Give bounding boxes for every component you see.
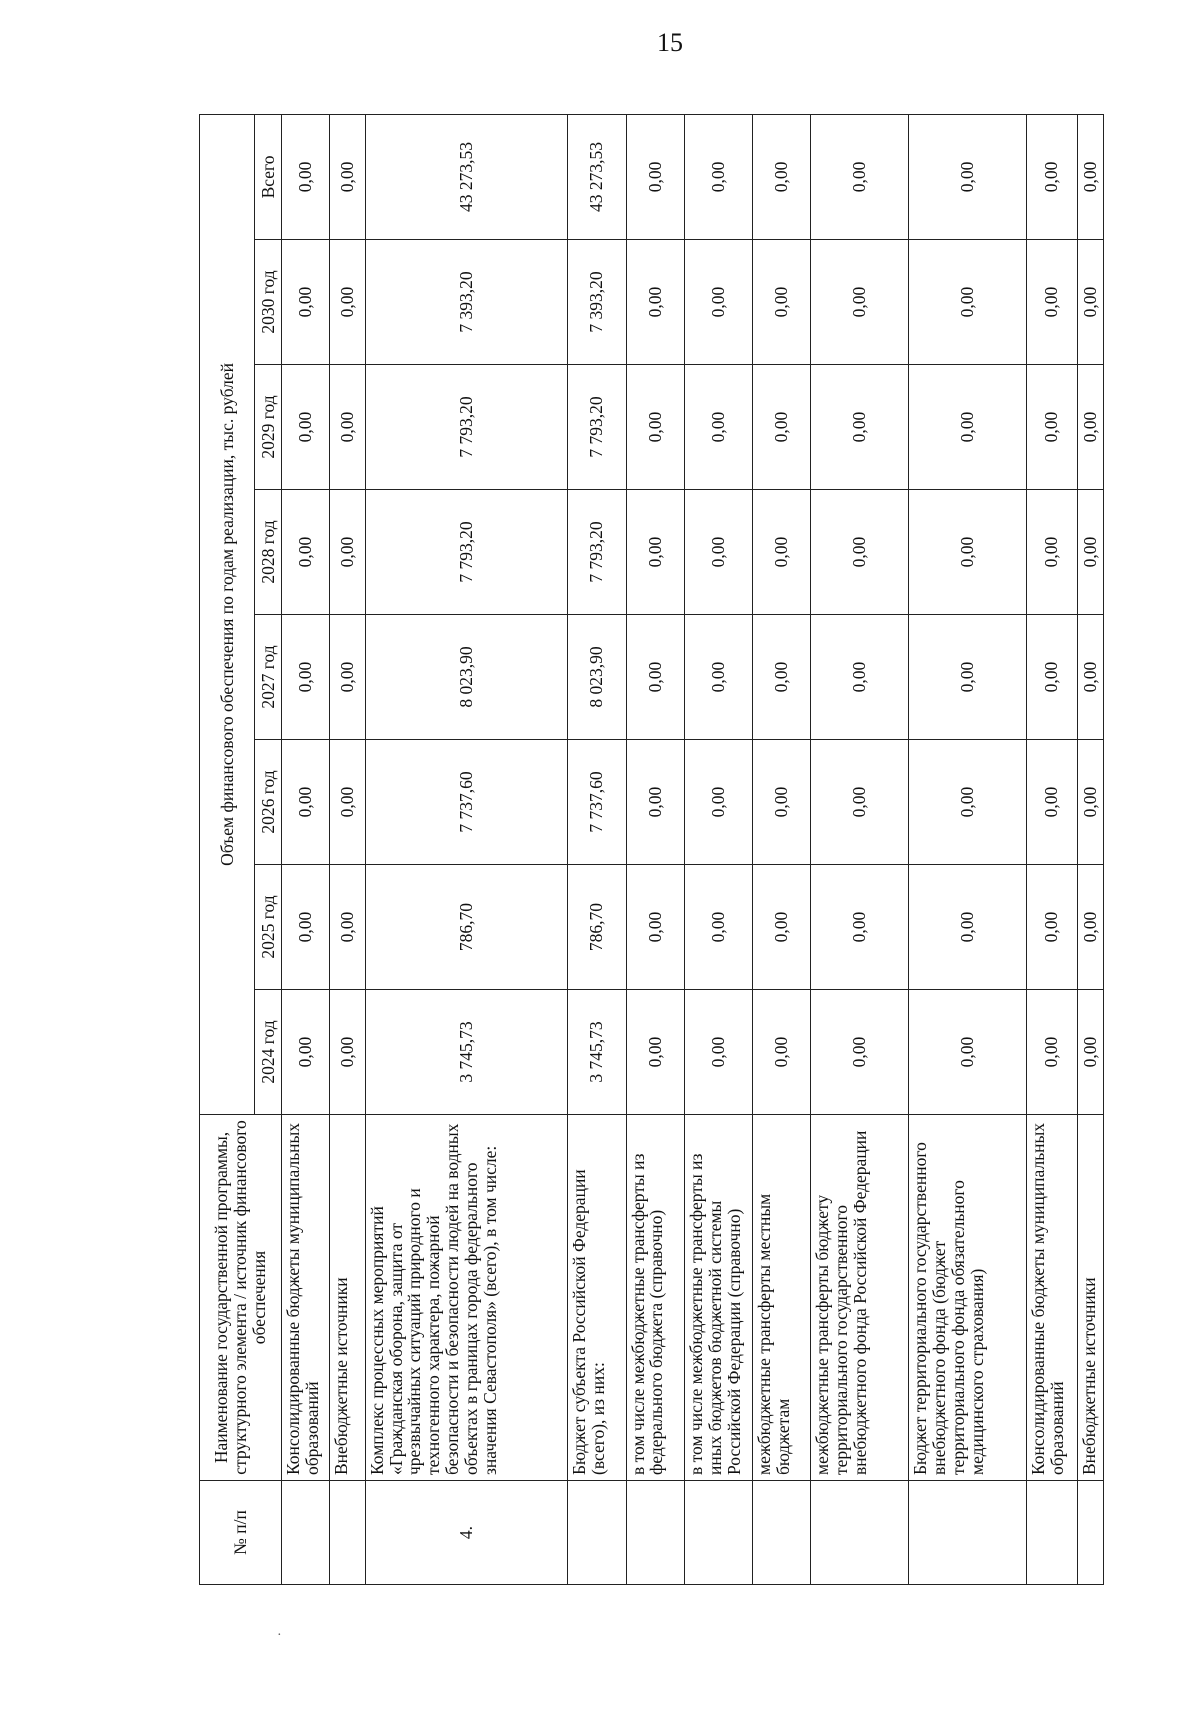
row-number [909,1481,1027,1585]
cell-value: 7 793,20 [365,365,568,490]
cell-value: 0,00 [684,490,752,615]
row-number [684,1481,752,1585]
cell-value: 0,00 [752,240,810,365]
header-row-top [200,114,255,1584]
header-year: 2028 год [255,490,282,615]
cell-value: 0,00 [282,990,330,1115]
cell-value: 0,00 [330,865,365,990]
cell-value: 0,00 [626,490,684,615]
cell-value: 0,00 [909,490,1027,615]
cell-value: 0,00 [282,615,330,740]
table-row [752,114,810,1584]
cell-value: 0,00 [1026,490,1077,615]
row-number [626,1481,684,1585]
cell-value: 0,00 [811,490,909,615]
table-row [282,114,330,1584]
cell-value: 0,00 [752,615,810,740]
cell-value: 0,00 [909,740,1027,865]
cell-total: 0,00 [282,114,330,239]
table-row [365,114,568,1584]
cell-value: 0,00 [330,490,365,615]
cell-total: 0,00 [752,114,810,239]
table-row [1026,114,1077,1584]
scan-mark: · [277,1628,282,1643]
table-row [909,114,1027,1584]
cell-value: 0,00 [909,240,1027,365]
cell-value: 8 023,90 [365,615,568,740]
cell-value: 0,00 [330,365,365,490]
cell-value: 0,00 [1077,990,1103,1115]
cell-value: 3 745,73 [365,990,568,1115]
cell-value: 8 023,90 [568,615,626,740]
cell-value: 0,00 [330,240,365,365]
cell-value: 0,00 [626,365,684,490]
cell-total: 43 273,53 [568,114,626,239]
cell-value: 0,00 [909,865,1027,990]
cell-value: 0,00 [1077,240,1103,365]
cell-value: 786,70 [568,865,626,990]
cell-value: 0,00 [752,865,810,990]
cell-value: 0,00 [909,365,1027,490]
cell-value: 0,00 [1026,240,1077,365]
cell-total: 0,00 [1026,114,1077,239]
cell-value: 0,00 [282,365,330,490]
row-name: Комплекс процессных мероприятий «Гражданская оборона, защита от чрезвычайных ситуаций природного и техногенного характера, пожарной безопасности и безопасности людей на водных объектах в границах города федерального значения Севастополя» (всего), в том числе: [365,1115,568,1481]
cell-value: 0,00 [811,365,909,490]
header-year: 2030 год [255,240,282,365]
row-number [282,1481,330,1585]
row-name: межбюджетные трансферты бюджету территориального государственного внебюджетного фонда Российской Федерации [811,1115,909,1481]
page-number: 15 [657,28,683,57]
row-number [752,1481,810,1585]
cell-value: 0,00 [811,990,909,1115]
cell-value: 0,00 [1077,865,1103,990]
cell-total: 0,00 [909,114,1027,239]
cell-value: 0,00 [626,740,684,865]
cell-total: 0,00 [684,114,752,239]
cell-value: 7 793,20 [568,365,626,490]
header-year: 2027 год [255,615,282,740]
cell-value: 0,00 [909,990,1027,1115]
cell-value: 0,00 [626,865,684,990]
row-name: Внебюджетные источники [330,1115,365,1481]
header-num: № п/п [200,1481,282,1585]
header-name: Наименование государственной программы, структурного элемента / источник финансового обеспечения [200,1115,282,1481]
cell-value: 0,00 [752,490,810,615]
cell-total: 0,00 [330,114,365,239]
cell-value: 0,00 [684,865,752,990]
cell-value: 0,00 [330,990,365,1115]
cell-value: 0,00 [684,990,752,1115]
table-row [1077,114,1103,1584]
cell-value: 0,00 [282,865,330,990]
cell-value: 0,00 [626,615,684,740]
cell-value: 0,00 [811,615,909,740]
row-name: Консолидированные бюджеты муниципальных образований [282,1115,330,1481]
row-name: в том числе межбюджетные трансферты из иных бюджетов бюджетной системы Российской Федерации (справочно) [684,1115,752,1481]
table-row [568,114,626,1584]
row-number [1077,1481,1103,1585]
cell-value: 0,00 [811,240,909,365]
cell-value: 7 737,60 [365,740,568,865]
cell-value: 0,00 [330,740,365,865]
cell-value: 7 393,20 [568,240,626,365]
header-year: 2029 год [255,365,282,490]
cell-value: 0,00 [752,990,810,1115]
cell-value: 786,70 [365,865,568,990]
cell-value: 0,00 [811,740,909,865]
cell-value: 7 393,20 [365,240,568,365]
row-name: Внебюджетные источники [1077,1115,1103,1481]
header-year: 2026 год [255,740,282,865]
cell-value: 0,00 [1077,490,1103,615]
header-volume: Объем финансового обеспечения по годам реализации, тыс. рублей [200,114,255,1114]
cell-value: 0,00 [1026,740,1077,865]
cell-value: 0,00 [1026,615,1077,740]
cell-value: 0,00 [752,740,810,865]
table-body [282,114,1104,1584]
financing-table [199,114,1104,1585]
cell-value: 0,00 [1077,365,1103,490]
row-number: 4. [365,1481,568,1585]
cell-value: 0,00 [1077,615,1103,740]
cell-value: 3 745,73 [568,990,626,1115]
cell-value: 0,00 [811,865,909,990]
table-row [626,114,684,1584]
cell-value: 0,00 [282,740,330,865]
cell-value: 0,00 [909,615,1027,740]
row-name: межбюджетные трансферты местным бюджетам [752,1115,810,1481]
cell-value: 7 737,60 [568,740,626,865]
cell-value: 0,00 [684,740,752,865]
cell-value: 0,00 [626,240,684,365]
cell-value: 0,00 [684,365,752,490]
row-number [1026,1481,1077,1585]
cell-value: 0,00 [752,365,810,490]
row-name: Бюджет территориального государственного внебюджетного фонда (бюджет территориального фонда обязательного медицинского страхования) [909,1115,1027,1481]
cell-total: 43 273,53 [365,114,568,239]
header-year: 2024 год [255,990,282,1115]
row-name: Бюджет субъекта Российской Федерации (всего), из них: [568,1115,626,1481]
cell-total: 0,00 [1077,114,1103,239]
cell-value: 0,00 [1026,365,1077,490]
table-row [811,114,909,1584]
cell-value: 0,00 [282,490,330,615]
table-row [684,114,752,1584]
cell-value: 0,00 [684,615,752,740]
cell-value: 7 793,20 [568,490,626,615]
row-number [330,1481,365,1585]
row-number [568,1481,626,1585]
row-number [811,1481,909,1585]
cell-total: 0,00 [811,114,909,239]
cell-value: 0,00 [330,615,365,740]
cell-total: 0,00 [626,114,684,239]
cell-value: 7 793,20 [365,490,568,615]
cell-value: 0,00 [282,240,330,365]
rotated-table-wrapper [199,115,1104,1585]
header-year: 2025 год [255,865,282,990]
cell-value: 0,00 [626,990,684,1115]
row-name: Консолидированные бюджеты муниципальных образований [1026,1115,1077,1481]
table-row [330,114,365,1584]
cell-value: 0,00 [1077,740,1103,865]
cell-value: 0,00 [1026,865,1077,990]
row-name: в том числе межбюджетные трансферты из федерального бюджета (справочно) [626,1115,684,1481]
header-total: Всего [255,114,282,239]
cell-value: 0,00 [1026,990,1077,1115]
cell-value: 0,00 [684,240,752,365]
